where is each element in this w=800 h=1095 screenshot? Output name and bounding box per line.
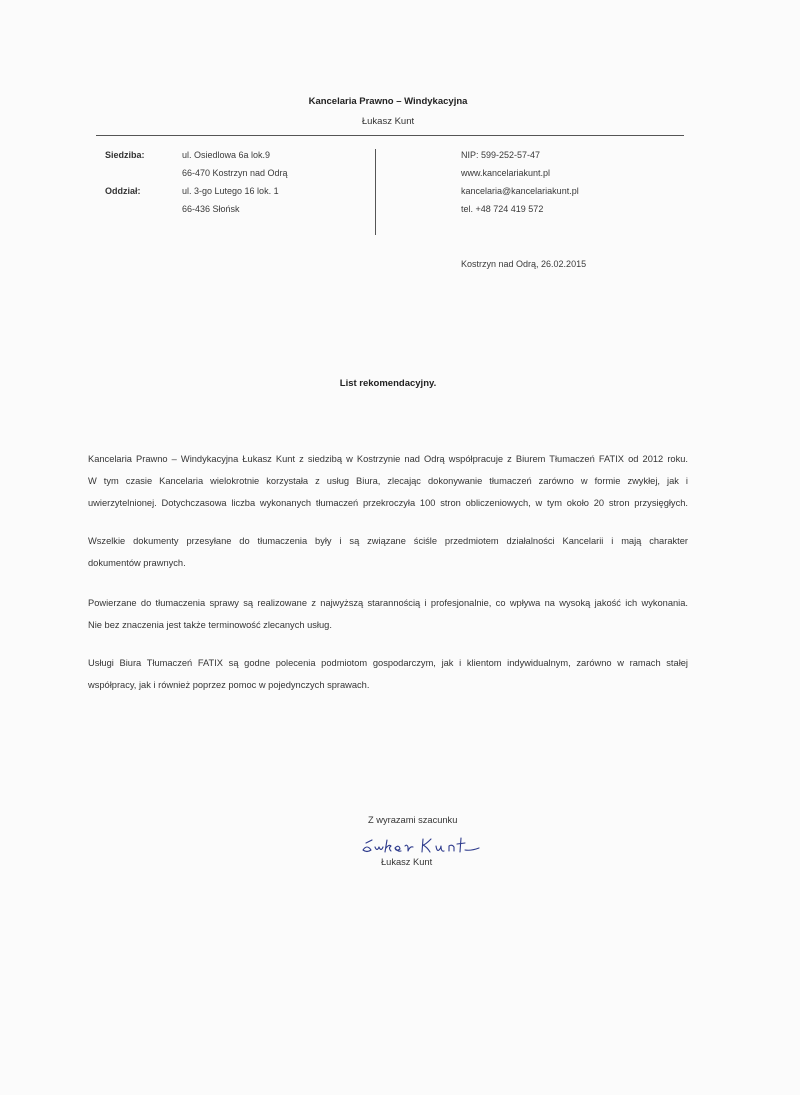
address-divider	[375, 149, 376, 235]
paragraph-line: Kancelaria Prawno – Windykacyjna Łukasz Kunt z siedzibą w Kostrzynie nad Odrą współpracuje z Biurem Tłumaczeń FATIX od 2012 roku.	[88, 454, 688, 464]
branch-label: Oddział:	[105, 186, 141, 196]
seat-address-line-2: 66-470 Kostrzyn nad Odrą	[182, 168, 288, 178]
paragraph-line: Powierzane do tłumaczenia sprawy są realizowane z najwyższą starannością i profesjonalnie, co wpływa na wysoką jakość ich wykonania.	[88, 598, 688, 608]
paragraph-line: Usługi Biura Tłumaczeń FATIX są godne polecenia podmiotom gospodarczym, jak i klientom indywidualnym, zarówno w ramach stałej	[88, 658, 688, 668]
paragraph-line: dokumentów prawnych.	[88, 558, 186, 568]
branch-address-line-1: ul. 3-go Lutego 16 lok. 1	[182, 186, 279, 196]
handwritten-signature	[357, 834, 492, 858]
paragraph-line: współpracy, jak i również poprzez pomoc w pojedynczych sprawach.	[88, 680, 370, 690]
paragraph-3	[88, 592, 688, 636]
email-link[interactable]: kancelaria@kancelariakunt.pl	[461, 186, 579, 196]
signer-name: Łukasz Kunt	[381, 857, 433, 867]
branch-address-line-2: 66-436 Słońsk	[182, 204, 240, 214]
seat-label: Siedziba:	[105, 150, 145, 160]
closing-salutation: Z wyrazami szacunku	[368, 815, 458, 825]
document-title: List rekomendacyjny.	[339, 378, 437, 389]
paragraph-4	[88, 652, 688, 696]
date-line: Kostrzyn nad Odrą, 26.02.2015	[461, 259, 587, 269]
paragraph-line: Nie bez znaczenia jest także terminowość zlecanych usług.	[88, 620, 332, 630]
paragraph-line: W tym czasie Kancelaria wielokrotnie korzystała z usług Biura, zlecając dokonywanie tłumaczeń zarówno w formie zwykłej, jak i	[88, 476, 688, 486]
paragraph-2	[88, 530, 688, 574]
paragraph-line: uwierzytelnionej. Dotychczasowa liczba wykonanych tłumaczeń przekroczyła 100 stron obliczeniowych, w tym około 20 stron przysięgłych.	[88, 498, 688, 508]
phone-number: tel. +48 724 419 572	[461, 204, 544, 214]
paragraph-line: Wszelkie dokumenty przesyłane do tłumaczenia były i są związane ściśle przedmiotem działalności Kancelarii i mają charakter	[88, 536, 688, 546]
seat-address-line-1: ul. Osiedlowa 6a lok.9	[182, 150, 271, 160]
letterhead-owner: Łukasz Kunt	[361, 116, 415, 127]
letterhead-company: Kancelaria Prawno – Windykacyjna	[308, 96, 468, 107]
paragraph-1	[88, 448, 688, 514]
website-link[interactable]: www.kancelariakunt.pl	[461, 168, 551, 178]
letterhead-divider	[96, 135, 684, 136]
nip-number: NIP: 599-252-57-47	[461, 150, 541, 160]
